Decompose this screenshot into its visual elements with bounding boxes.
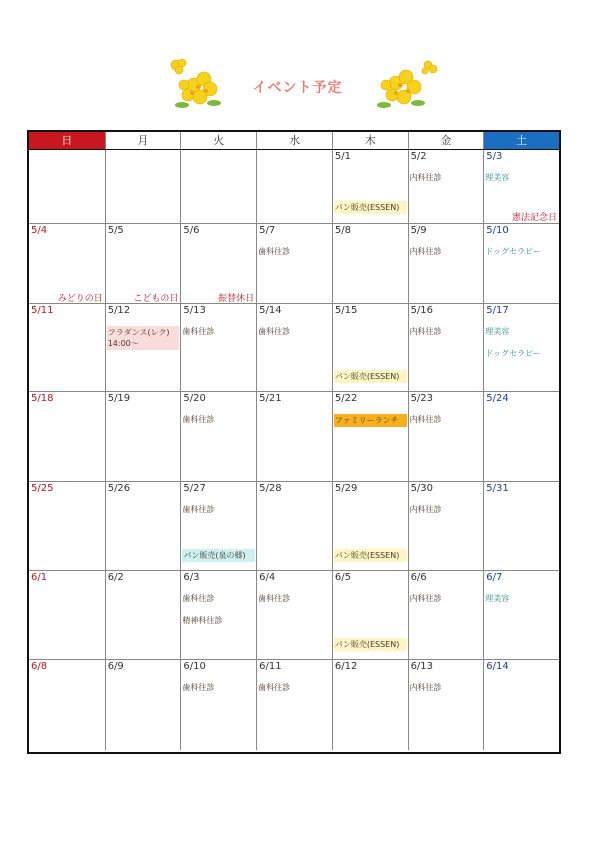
day-number: 5/2 (410, 151, 427, 162)
day-cell[interactable] (180, 223, 256, 303)
day-cell[interactable] (180, 570, 256, 659)
day-number: 6/5 (334, 572, 351, 583)
event-label: 理美容 (485, 327, 510, 336)
day-cell[interactable] (332, 223, 408, 303)
day-cell[interactable] (29, 659, 105, 750)
day-number: 5/24 (486, 393, 509, 404)
day-cell[interactable] (105, 391, 181, 481)
day-number: 6/4 (259, 572, 276, 583)
day-cell[interactable] (332, 391, 408, 481)
event-label: 理美容 (485, 173, 510, 182)
day-number: 6/1 (31, 572, 48, 583)
event-label: 内科往診 (409, 173, 442, 182)
event-label: 内科往診 (409, 594, 442, 603)
weekday-0: 日 (29, 132, 105, 149)
event-label: 歯科往診 (182, 594, 215, 603)
day-cell[interactable] (408, 570, 484, 659)
day-number: 6/14 (486, 661, 509, 672)
day-cell[interactable] (256, 223, 332, 303)
day-cell[interactable] (483, 150, 559, 223)
day-cell[interactable] (256, 150, 332, 223)
day-cell[interactable] (408, 150, 484, 223)
event-label: 精神科往診 (182, 616, 223, 625)
day-number: 5/3 (486, 151, 503, 162)
day-number: 6/11 (259, 661, 282, 672)
day-cell[interactable] (332, 481, 408, 570)
event-label: 歯科往診 (182, 505, 215, 514)
day-number: 5/12 (107, 305, 131, 316)
weekday-5: 金 (408, 132, 484, 149)
weekday-4: 木 (332, 132, 408, 149)
day-number: 5/25 (31, 483, 54, 494)
event-label: 歯科往診 (182, 327, 215, 336)
day-cell[interactable] (105, 223, 181, 303)
event-label: 歯科往診 (182, 415, 215, 424)
day-number: 5/29 (334, 483, 358, 494)
event-label: 内科往診 (409, 415, 442, 424)
day-number: 5/31 (486, 483, 509, 494)
day-cell[interactable] (483, 570, 559, 659)
event-label: 歯科往診 (258, 594, 291, 603)
weekday-6: 土 (483, 132, 559, 149)
calendar (27, 130, 561, 754)
event-label: 歯科往診 (258, 247, 291, 256)
day-number: 5/10 (486, 225, 509, 236)
day-number: 5/11 (31, 305, 54, 316)
day-number: 5/13 (183, 305, 206, 316)
day-cell[interactable] (180, 303, 256, 391)
day-number: 5/4 (31, 225, 48, 236)
day-cell[interactable] (483, 481, 559, 570)
day-number: 5/6 (183, 225, 200, 236)
day-cell[interactable] (29, 150, 105, 223)
event-label: フラダンス(レク) 14:00～ (107, 326, 180, 350)
day-cell[interactable] (180, 391, 256, 481)
day-cell[interactable] (180, 659, 256, 750)
day-cell[interactable] (408, 659, 484, 750)
day-number: 6/3 (183, 572, 200, 583)
day-number: 5/20 (183, 393, 206, 404)
day-number: 5/19 (107, 393, 131, 404)
day-cell[interactable] (256, 303, 332, 391)
event-label: 内科往診 (409, 247, 442, 256)
day-number: 5/1 (334, 151, 351, 162)
day-number: 5/8 (334, 225, 351, 236)
weekday-header-row (29, 132, 559, 150)
day-number: 5/17 (486, 305, 509, 316)
day-cell[interactable] (332, 150, 408, 223)
day-number: 5/22 (334, 393, 358, 404)
header (0, 55, 595, 125)
event-label: パン販売(泉の郷) (182, 549, 255, 562)
day-cell[interactable] (29, 481, 105, 570)
event-label: パン販売(ESSEN) (334, 201, 407, 214)
day-cell[interactable] (105, 659, 181, 750)
holiday-label: 憲法記念日 (511, 213, 557, 223)
event-label: 歯科往診 (258, 327, 291, 336)
holiday-label: 振替休日 (218, 294, 255, 304)
day-number: 6/9 (107, 661, 124, 672)
day-cell[interactable] (483, 659, 559, 750)
day-number: 5/15 (334, 305, 358, 316)
day-cell[interactable] (408, 223, 484, 303)
day-cell[interactable] (332, 570, 408, 659)
day-cell[interactable] (105, 570, 181, 659)
day-cell[interactable] (256, 481, 332, 570)
event-label: 歯科往診 (182, 683, 215, 692)
weekday-2: 火 (180, 132, 256, 149)
day-cell[interactable] (332, 303, 408, 391)
day-number: 5/18 (31, 393, 54, 404)
page-title: イベント予定 (252, 80, 343, 96)
day-cell[interactable] (180, 150, 256, 223)
day-number: 6/8 (31, 661, 48, 672)
day-number: 5/21 (259, 393, 282, 404)
event-label: 内科往診 (409, 683, 442, 692)
day-cell[interactable] (105, 481, 181, 570)
day-cell[interactable] (105, 303, 181, 391)
day-number: 6/10 (183, 661, 206, 672)
day-cell[interactable] (483, 303, 559, 391)
day-number: 6/12 (334, 661, 358, 672)
day-cell[interactable] (483, 391, 559, 481)
day-number: 5/27 (183, 483, 206, 494)
event-label: 内科往診 (409, 505, 442, 514)
day-cell[interactable] (29, 223, 105, 303)
weekday-3: 水 (256, 132, 332, 149)
day-number: 5/30 (410, 483, 434, 494)
holiday-label: みどりの日 (57, 294, 103, 304)
event-label: パン販売(ESSEN) (334, 549, 407, 562)
event-label: パン販売(ESSEN) (334, 370, 407, 383)
event-label: ドッグセラピー (485, 349, 541, 358)
day-cell[interactable] (256, 391, 332, 481)
day-number: 5/16 (410, 305, 434, 316)
day-number: 5/28 (259, 483, 282, 494)
weekday-1: 月 (105, 132, 181, 149)
day-number: 5/14 (259, 305, 282, 316)
day-number: 5/23 (410, 393, 434, 404)
day-cell[interactable] (332, 659, 408, 750)
day-cell[interactable] (180, 481, 256, 570)
day-number: 6/6 (410, 572, 427, 583)
day-cell[interactable] (408, 481, 484, 570)
day-number: 5/5 (107, 225, 124, 236)
day-cell[interactable] (256, 659, 332, 750)
event-label: ファミリーランチ (334, 414, 407, 427)
event-label: 歯科往診 (258, 683, 291, 692)
event-label: ドッグセラピー (485, 247, 541, 256)
event-label: 理美容 (485, 594, 510, 603)
day-number: 6/13 (410, 661, 434, 672)
day-number: 6/2 (107, 572, 124, 583)
day-cell[interactable] (408, 303, 484, 391)
day-number: 5/7 (259, 225, 276, 236)
day-number: 5/26 (107, 483, 131, 494)
day-number: 5/9 (410, 225, 427, 236)
day-cell[interactable] (29, 391, 105, 481)
day-cell[interactable] (105, 150, 181, 223)
holiday-label: こどもの日 (133, 294, 179, 304)
event-label: パン販売(ESSEN) (334, 638, 407, 651)
flower-icon (370, 55, 440, 115)
day-cell[interactable] (483, 223, 559, 303)
day-cell[interactable] (408, 391, 484, 481)
event-label: 内科往診 (409, 327, 442, 336)
day-number: 6/7 (486, 572, 503, 583)
day-cell[interactable] (29, 303, 105, 391)
day-cell[interactable] (29, 570, 105, 659)
day-cell[interactable] (256, 570, 332, 659)
